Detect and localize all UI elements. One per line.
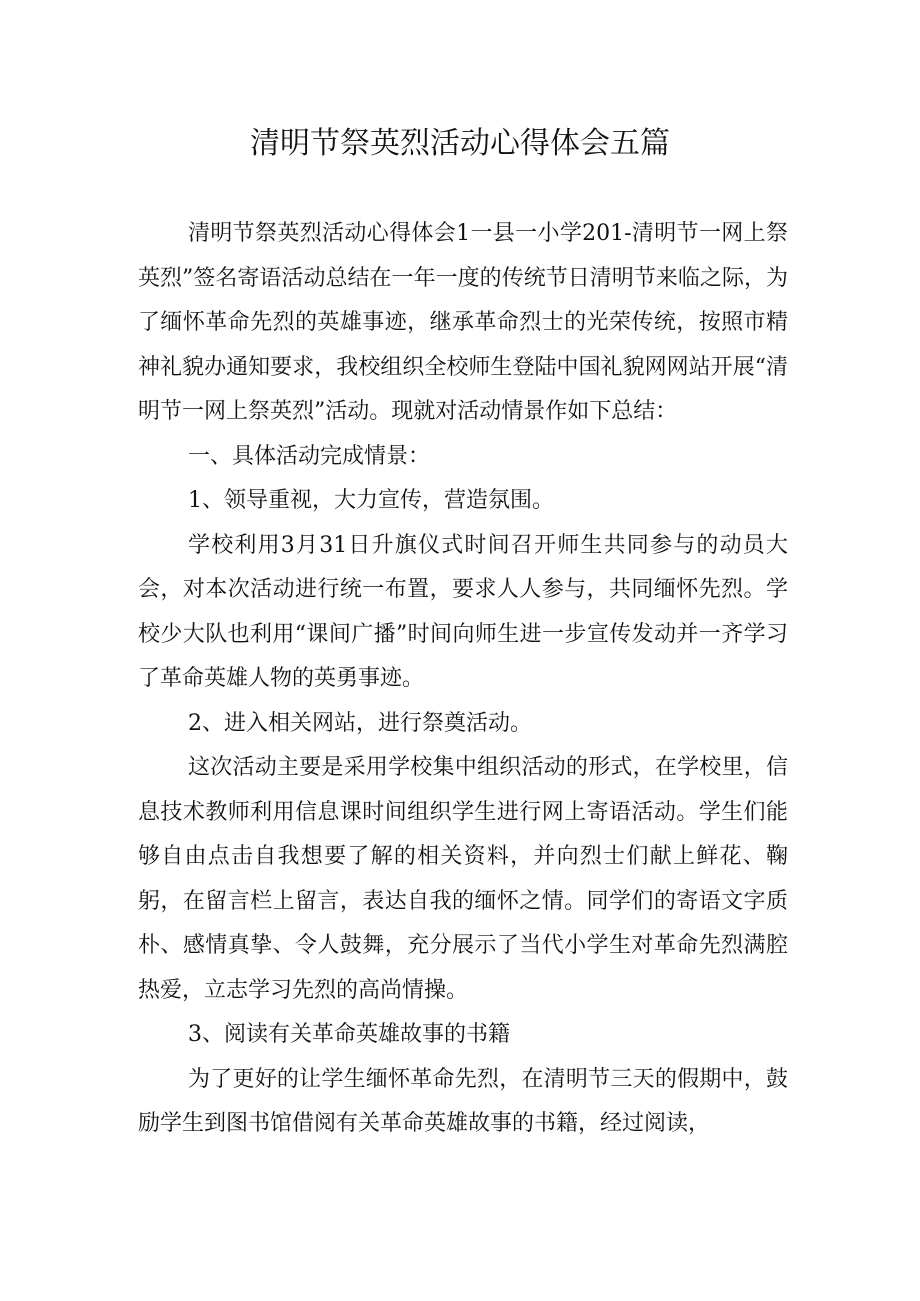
paragraph-online-activity: 这次活动主要是采用学校集中组织活动的形式，在学校里，信息技术教师利用信息课时间组织学生进行网上寄语活动。学生们能够自由点击自我想要了解的相关资料，并向烈士们献上鲜花、鞠躬，在留言栏上留言，表达自我的缅怀之情。同学们的寄语文字质朴、感情真挚、令人鼓舞，充分展示了当代小学生对革命先烈满腔热爱，立志学习先烈的高尚情操。 [138, 755, 788, 1003]
subheading-1: 1、领导重视，大力宣传，营造氛围。 [188, 488, 554, 513]
paragraph-reading: 为了更好的让学生缅怀革命先烈，在清明节三天的假期中，鼓励学生到图书馆借阅有关革命英雄故事的书籍，经过阅读， [138, 1066, 788, 1136]
paragraph-intro: 清明节祭英烈活动心得体会1一县一小学201-清明节一网上祭英烈”签名寄语活动总结在一年一度的传统节日清明节来临之际，为了缅怀革命先烈的英雄事迹，继承革命烈士的光荣传统，按照市精神礼貌办通知要求，我校组织全校师生登陆中国礼貌网网站开展“清明节一网上祭英烈”活动。现就对活动情景作如下总结： [138, 221, 788, 424]
subheading-3: 3、阅读有关革命英雄故事的书籍 [188, 1022, 510, 1047]
document-body [138, 212, 788, 1147]
section-heading-1: 一、具体活动完成情景： [188, 443, 431, 469]
paragraph-mobilization: 学校利用3月31日升旗仪式时间召开师生共同参与的动员大会，对本次活动进行统一布置，要求人人参与，共同缅怀先烈。学校少大队也利用“课间广播”时间向师生进一步宣传发动并一齐学习了革命英雄人物的英勇事迹。 [138, 532, 788, 691]
document-title: 清明节祭英烈活动心得体会五篇 [250, 126, 670, 161]
subheading-2: 2、进入相关网站，进行祭奠活动。 [188, 710, 532, 736]
